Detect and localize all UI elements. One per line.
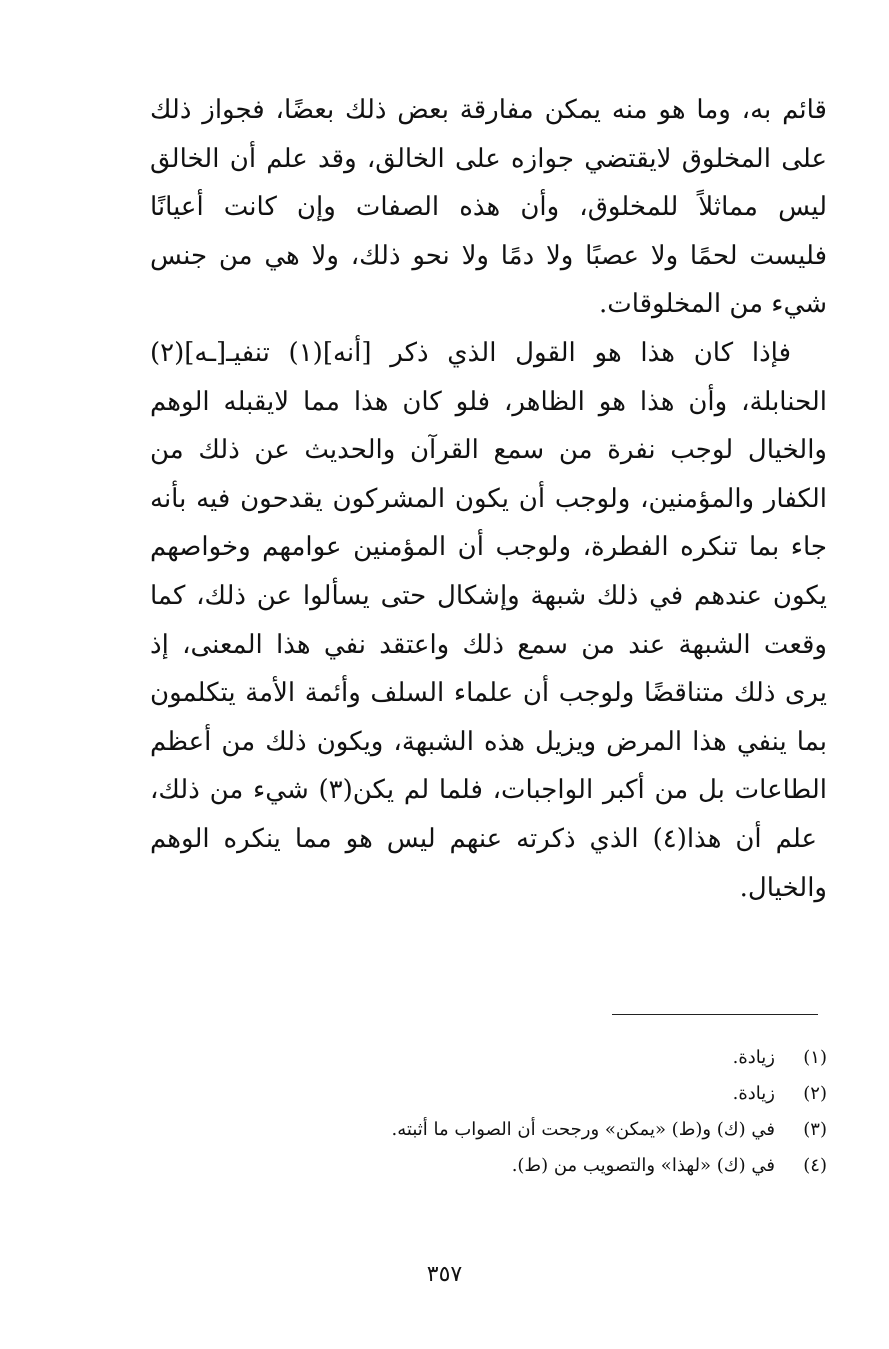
text-line: فليست لحمًا ولا عصبًا ولا دمًا ولا نحو ذلك، ولا هي من جنس <box>150 240 827 271</box>
footnote-number: (٢) <box>803 1083 827 1104</box>
footnote-number: (٣) <box>803 1119 827 1140</box>
text-line: شيء من المخلوقات. <box>598 289 827 320</box>
main-text <box>150 86 827 912</box>
footnote-text: زيادة. <box>732 1083 775 1104</box>
footnotes <box>150 1040 827 1184</box>
text-line: على المخلوق لايقتضي جوازه على الخالق، وقد علم أن الخالق <box>150 143 827 174</box>
footnote-separator <box>612 1014 818 1015</box>
text-line: يرى ذلك متناقضًا ولوجب أن علماء السلف وأئمة الأمة يتكلمون <box>150 678 827 709</box>
text-line: فإذا كان هذا هو القول الذي ذكر [أنه](١) تنفيـ[ـه](٢) <box>150 337 791 368</box>
footnote-number: (١) <box>803 1047 827 1068</box>
footnote-item <box>150 1076 827 1112</box>
footnote-text: في (ك) «لهذا» والتصويب من (ط). <box>511 1155 775 1176</box>
text-line: بما ينفي هذا المرض ويزيل هذه الشبهة، ويكون ذلك من أعظم <box>150 726 827 757</box>
page-number: ٣٥٧ <box>426 1262 463 1287</box>
text-line: علم أن هذا(٤) الذي ذكرته عنهم ليس هو مما ينكره الوهم <box>150 823 817 854</box>
text-line: جاء بما تنكره الفطرة، ولوجب أن المؤمنين عوامهم وخواصهم <box>150 532 827 563</box>
text-line: والخيال. <box>739 872 827 903</box>
footnote-item <box>150 1112 827 1148</box>
text-line: الكفار والمؤمنين، ولوجب أن يكون المشركون يقدحون فيه بأنه <box>150 483 827 514</box>
text-line: الطاعات بل من أكبر الواجبات، فلما لم يكن(٣) شيء من ذلك، <box>150 775 827 806</box>
text-line: والخيال لوجب نفرة من سمع القرآن والحديث عن ذلك من <box>150 435 827 466</box>
text-line: يكون عندهم في ذلك شبهة وإشكال حتى يسألوا عن ذلك، كما <box>150 580 827 611</box>
footnote-item <box>150 1040 827 1076</box>
text-line: الحنابلة، وأن هذا هو الظاهر، فلو كان هذا مما لايقبله الوهم <box>150 386 827 417</box>
footnote-item <box>150 1148 827 1184</box>
text-line: ليس مماثلاً للمخلوق، وأن هذه الصفات وإن كانت أعيانًا <box>150 192 827 223</box>
footnote-text: زيادة. <box>732 1047 775 1068</box>
footnote-number: (٤) <box>803 1155 827 1176</box>
text-line: وقعت الشبهة عند من سمع ذلك واعتقد نفي هذا المعنى، إذ <box>150 629 827 660</box>
footnote-text: في (ك) و(ط) «يمكن» ورجحت أن الصواب ما أثبته. <box>391 1119 775 1140</box>
text-line: قائم به، وما هو منه يمكن مفارقة بعض ذلك بعضًا، فجواز ذلك <box>150 95 827 125</box>
